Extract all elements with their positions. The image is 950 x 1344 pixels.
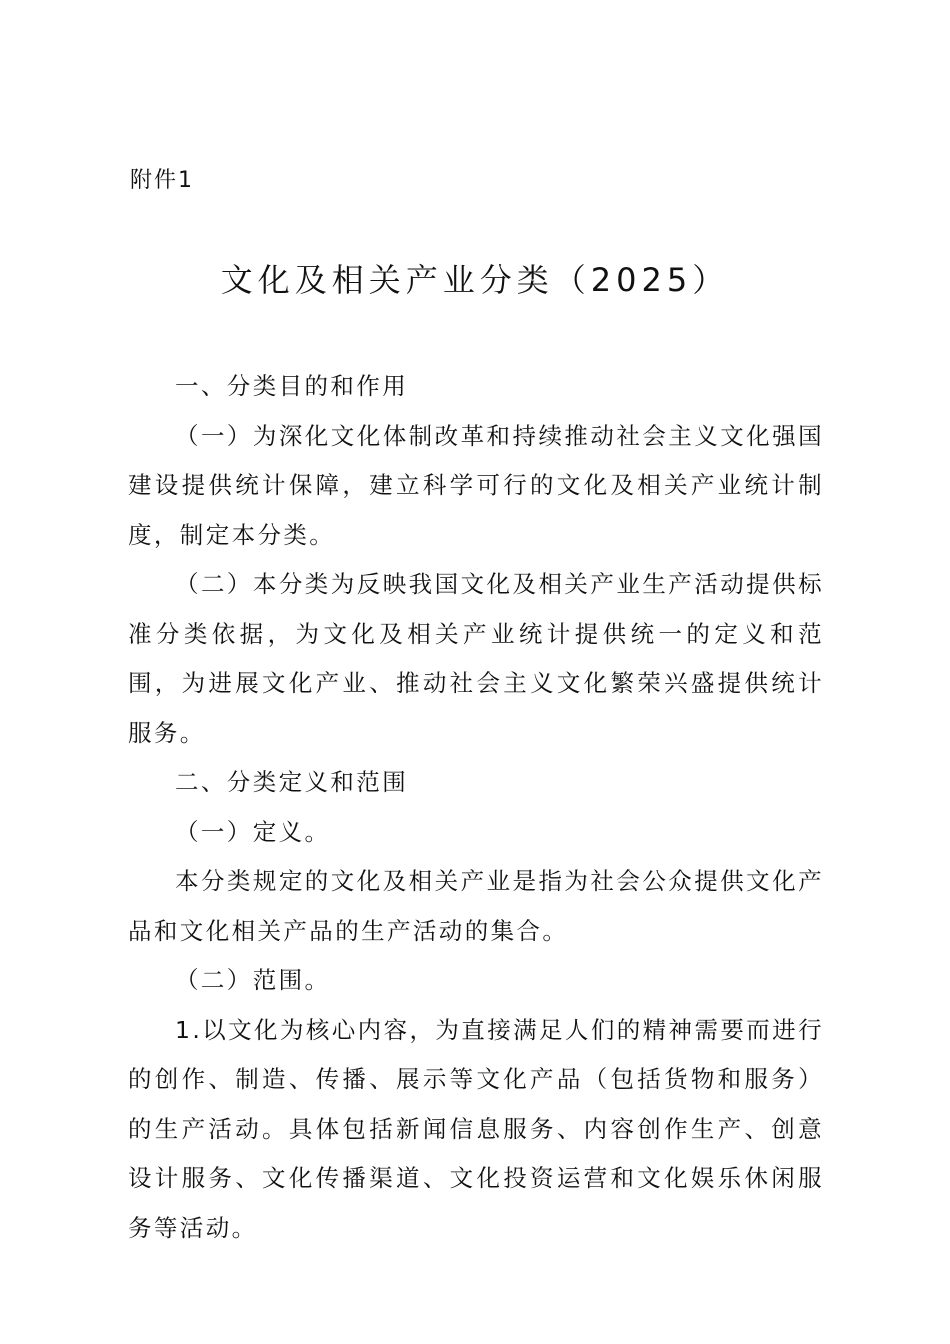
subsection-definition-heading: （一）定义。 (175, 817, 331, 846)
document-title: 文化及相关产业分类（2025） (220, 261, 730, 299)
section-heading-2: 二、分类定义和范围 (175, 768, 409, 796)
paragraph-purpose-1: （一）为深化文化体制改革和持续推动社会主义文化强国建设提供统计保障，建立科学可行的文化及相关产业统计制度，制定本分类。 (128, 421, 824, 549)
attachment-label: 附件1 (130, 168, 194, 193)
paragraph-scope-1: 1.以文化为核心内容，为直接满足人们的精神需要而进行的创作、制造、传播、展示等文化产品（包括货物和服务）的生产活动。具体包括新闻信息服务、内容创作生产、创意设计服务、文化传播渠道、文化投资运营和文化娱乐休闲服务等活动。 (128, 1015, 824, 1242)
subsection-scope-heading: （二）范围。 (175, 966, 331, 994)
section-heading-1: 一、分类目的和作用 (175, 372, 409, 400)
paragraph-purpose-2: （二）本分类为反映我国文化及相关产业生产活动提供标准分类依据，为文化及相关产业统计提供统一的定义和范围，为进展文化产业、推动社会主义文化繁荣兴盛提供统计服务。 (128, 570, 824, 747)
document-body (128, 362, 824, 1253)
paragraph-definition: 本分类规定的文化及相关产业是指为社会公众提供文化产品和文化相关产品的生产活动的集合。 (128, 867, 824, 945)
